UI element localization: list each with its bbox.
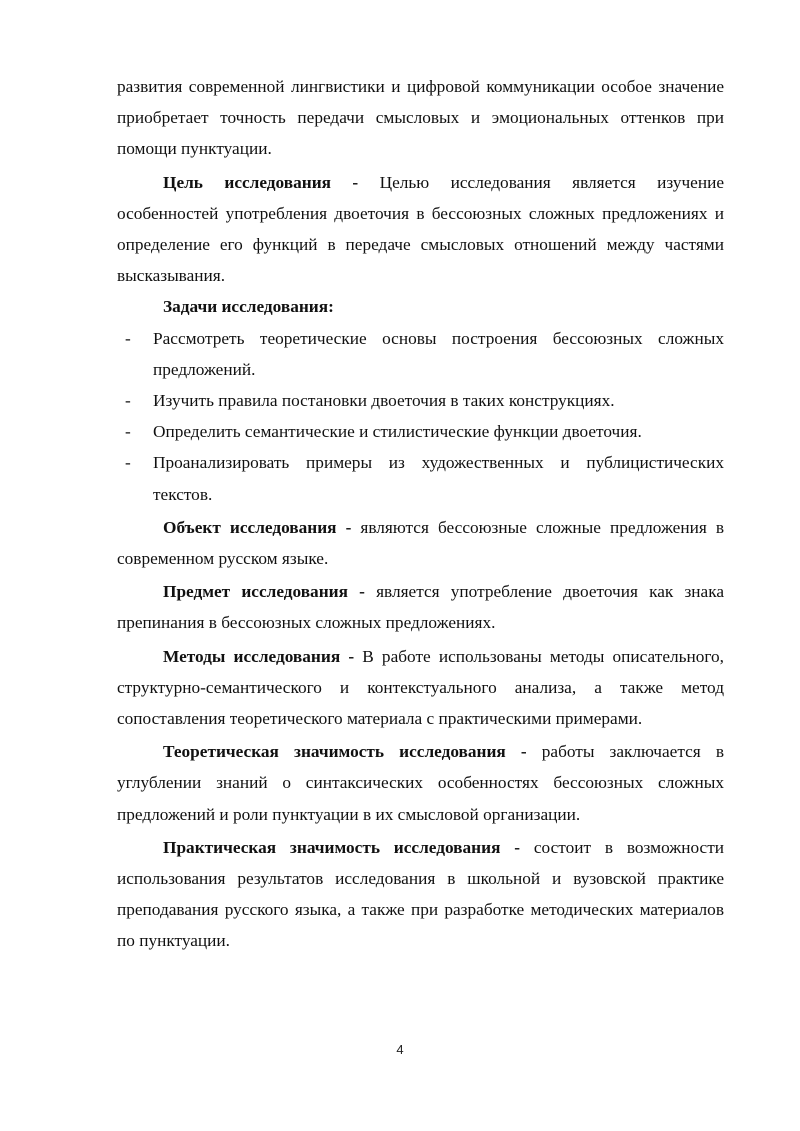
practical-significance-paragraph — [117, 832, 724, 957]
page-number: 4 — [396, 1042, 404, 1057]
methods-label: Методы исследования - — [163, 646, 355, 666]
theoretical-significance-text: работы заключается в углублении знаний о синтаксических особенностях бессоюзных сложных предложений и роли пунктуации в их смысловой организации. — [117, 742, 724, 824]
tasks-heading: Задачи исследования: — [163, 297, 334, 317]
list-item — [117, 323, 724, 385]
subject-paragraph — [117, 576, 724, 638]
subject-text: является употребление двоеточия как знака препинания в бессоюзных сложных предложениях. — [117, 582, 724, 633]
list-item — [117, 385, 724, 416]
practical-significance-label: Практическая значимость исследования - — [163, 837, 521, 857]
task-text: Определить семантические и стилистические функции двоеточия. — [153, 422, 642, 442]
object-paragraph — [117, 512, 724, 574]
list-dash: - — [125, 328, 131, 348]
theoretical-significance-paragraph — [117, 736, 724, 830]
task-text: Изучить правила постановки двоеточия в таких конструкциях. — [153, 391, 615, 411]
goal-paragraph — [117, 167, 724, 292]
list-dash: - — [125, 422, 131, 442]
list-item — [117, 447, 724, 509]
practical-significance-text: состоит в возможности использования результатов исследования в школьной и вузовской практике преподавания русского языка, а также при разработке методических материалов по пунктуации. — [117, 837, 725, 951]
theoretical-significance-label: Теоретическая значимость исследования - — [163, 742, 527, 762]
methods-paragraph — [117, 641, 724, 735]
object-text: являются бессоюзные сложные предложения в современном русском языке. — [117, 517, 724, 569]
goal-text: Целью исследования является изучение особенностей употребления двоеточия в бессоюзных сложных предложениях и определение его функций в передаче смысловых отношений между частями высказывания. — [117, 172, 724, 286]
goal-label: Цель исследования - — [163, 172, 359, 192]
subject-label: Предмет исследования - — [163, 582, 365, 602]
object-label: Объект исследования - — [163, 517, 352, 537]
list-item — [117, 416, 724, 447]
task-text: Рассмотреть теоретические основы построения бессоюзных сложных предложений. — [153, 328, 724, 379]
methods-text: В работе использованы методы описательного, структурно-семантического и контекстуального анализа, а также метод сопоставления теоретического материала с практическими примерами. — [117, 646, 724, 729]
intro-continuation-paragraph: развития современной лингвистики и цифровой коммуникации особое значение приобретает точность передачи смысловых и эмоциональных оттенков при помощи пунктуации. — [117, 77, 724, 159]
task-text: Проанализировать примеры из художественных и публицистических текстов. — [153, 453, 724, 504]
list-dash: - — [125, 453, 131, 473]
list-dash: - — [125, 391, 131, 411]
tasks-list — [117, 323, 724, 510]
document-page — [117, 71, 724, 957]
